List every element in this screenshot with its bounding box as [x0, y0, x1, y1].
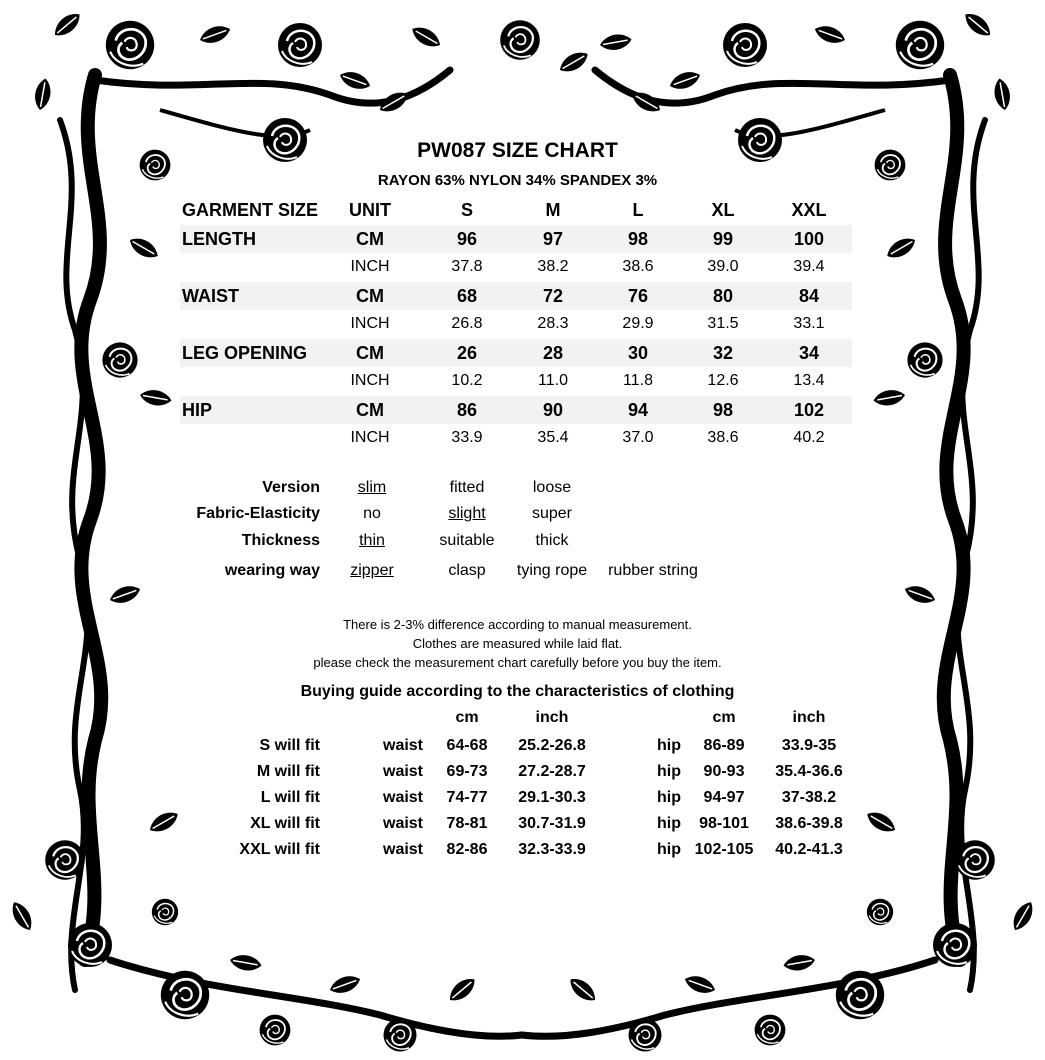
- page-title: PW087 SIZE CHART: [417, 139, 618, 162]
- cell-size-l: 11.8: [623, 372, 653, 389]
- guide-waist-label: waist: [382, 763, 424, 780]
- guide-hip-inch: 33.9-35: [781, 737, 837, 754]
- table-row: [180, 367, 852, 396]
- cell-size-xxl: 33.1: [793, 315, 825, 332]
- cell-size-xl: 38.6: [707, 429, 739, 446]
- characteristic-row: [0, 558, 1045, 584]
- cell-size-m: 97: [542, 228, 564, 249]
- characteristic-option: slim: [357, 479, 387, 496]
- row-unit: INCH: [350, 429, 390, 446]
- cell-size-l: 94: [627, 399, 649, 420]
- guide-size: XL will fit: [250, 815, 320, 832]
- characteristic-option: clasp: [448, 562, 486, 579]
- row-label: WAIST: [182, 285, 239, 306]
- cell-size-xxl: 13.4: [793, 372, 825, 389]
- characteristic-option: suitable: [439, 532, 495, 549]
- cell-size-xxl: 34: [798, 342, 820, 363]
- buying-guide-title: Buying guide according to the characteristics of clothing: [300, 683, 735, 700]
- cell-size-s: 33.9: [451, 429, 483, 446]
- guide-waist-cm: 69-73: [446, 763, 488, 780]
- row-unit: INCH: [350, 258, 390, 275]
- table-row: [180, 396, 852, 425]
- guide-hip-label: hip: [657, 815, 681, 832]
- guide-waist-label: waist: [382, 737, 424, 754]
- characteristic-option: zipper: [350, 562, 394, 579]
- guide-hip-cm: 102-105: [694, 841, 754, 858]
- characteristic-option: slight: [448, 505, 486, 522]
- guide-waist-inch: 32.3-33.9: [518, 841, 586, 858]
- guide-waist-cm: 64-68: [446, 737, 488, 754]
- table-row: [180, 253, 852, 282]
- guide-header-waist-cm: cm: [455, 709, 479, 726]
- cell-size-m: 72: [542, 285, 564, 306]
- row-unit: CM: [356, 228, 384, 249]
- guide-row: [0, 759, 1045, 785]
- guide-size: XXL will fit: [239, 841, 320, 858]
- cell-size-xl: 99: [712, 228, 734, 249]
- cell-size-s: 26: [456, 342, 478, 363]
- note-laid-flat: Clothes are measured while laid flat.: [412, 636, 623, 651]
- guide-hip-cm: 90-93: [703, 763, 745, 780]
- row-unit: CM: [356, 285, 384, 306]
- header-size-s: S: [460, 200, 473, 220]
- guide-waist-inch: 30.7-31.9: [518, 815, 586, 832]
- header-size-xl: XL: [711, 200, 735, 220]
- guide-row: [0, 811, 1045, 837]
- guide-hip-cm: 94-97: [703, 789, 745, 806]
- cell-size-xxl: 102: [793, 399, 825, 420]
- cell-size-l: 76: [627, 285, 649, 306]
- cell-size-xxl: 39.4: [793, 258, 825, 275]
- guide-size: M will fit: [256, 763, 320, 780]
- cell-size-s: 96: [456, 228, 478, 249]
- characteristic-option: tying rope: [516, 562, 588, 579]
- characteristic-label: wearing way: [224, 562, 320, 579]
- table-row: [180, 339, 852, 368]
- guide-hip-inch: 37-38.2: [781, 789, 837, 806]
- guide-header-hip-cm: cm: [712, 709, 736, 726]
- guide-waist-label: waist: [382, 841, 424, 858]
- cell-size-s: 10.2: [451, 372, 483, 389]
- guide-waist-inch: 25.2-26.8: [518, 737, 586, 754]
- characteristic-label: Fabric-Elasticity: [196, 505, 320, 522]
- cell-size-l: 30: [627, 342, 649, 363]
- guide-waist-label: waist: [382, 815, 424, 832]
- characteristic-option: super: [531, 505, 573, 522]
- characteristic-label: Version: [262, 479, 320, 496]
- guide-header-waist-inch: inch: [535, 709, 569, 726]
- guide-waist-cm: 82-86: [446, 841, 488, 858]
- row-label: LEG OPENING: [182, 342, 308, 363]
- characteristic-option: rubber string: [608, 562, 698, 579]
- characteristic-row: [0, 501, 1045, 527]
- header-size-l: L: [632, 200, 644, 220]
- cell-size-s: 26.8: [451, 315, 483, 332]
- cell-size-xl: 98: [712, 399, 734, 420]
- cell-size-xl: 32: [712, 342, 734, 363]
- guide-waist-cm: 78-81: [446, 815, 488, 832]
- table-row: [180, 310, 852, 339]
- cell-size-xxl: 84: [798, 285, 820, 306]
- row-label: HIP: [182, 399, 213, 420]
- characteristic-row: [0, 475, 1045, 501]
- row-unit: CM: [356, 342, 384, 363]
- row-label: LENGTH: [182, 228, 256, 249]
- characteristic-row: [0, 528, 1045, 554]
- row-unit: CM: [356, 399, 384, 420]
- cell-size-m: 28.3: [537, 315, 569, 332]
- guide-size: S will fit: [259, 737, 320, 754]
- characteristic-label: Thickness: [241, 532, 320, 549]
- note-check-chart: please check the measurement chart carefully before you buy the item.: [313, 655, 722, 670]
- header-garment-size: GARMENT SIZE: [182, 200, 319, 220]
- guide-hip-label: hip: [657, 789, 681, 806]
- guide-hip-label: hip: [657, 763, 681, 780]
- row-unit: INCH: [350, 372, 390, 389]
- characteristic-option: thick: [535, 532, 569, 549]
- note-measurement-difference: There is 2-3% difference according to manual measurement.: [343, 617, 692, 632]
- cell-size-xl: 12.6: [707, 372, 739, 389]
- cell-size-m: 28: [542, 342, 564, 363]
- guide-hip-inch: 35.4-36.6: [775, 763, 843, 780]
- cell-size-xxl: 40.2: [793, 429, 825, 446]
- cell-size-xl: 31.5: [707, 315, 739, 332]
- guide-hip-inch: 40.2-41.3: [775, 841, 843, 858]
- guide-waist-label: waist: [382, 789, 424, 806]
- cell-size-l: 29.9: [622, 315, 654, 332]
- cell-size-m: 35.4: [537, 429, 569, 446]
- cell-size-xxl: 100: [793, 228, 825, 249]
- guide-hip-label: hip: [657, 841, 681, 858]
- table-header-row: [180, 196, 852, 225]
- guide-waist-cm: 74-77: [446, 789, 488, 806]
- characteristic-option: loose: [532, 479, 572, 496]
- header-unit: UNIT: [349, 200, 391, 220]
- cell-size-l: 37.0: [622, 429, 654, 446]
- cell-size-m: 90: [542, 399, 564, 420]
- cell-size-s: 68: [456, 285, 478, 306]
- cell-size-m: 11.0: [538, 372, 568, 389]
- cell-size-l: 38.6: [622, 258, 654, 275]
- guide-hip-cm: 98-101: [699, 815, 749, 832]
- header-size-m: M: [545, 200, 561, 220]
- material-composition: RAYON 63% NYLON 34% SPANDEX 3%: [377, 172, 658, 189]
- guide-row: [0, 733, 1045, 759]
- guide-size: L will fit: [260, 789, 320, 806]
- table-row: [180, 282, 852, 311]
- table-row: [180, 424, 852, 453]
- guide-row: [0, 837, 1045, 863]
- cell-size-m: 38.2: [537, 258, 569, 275]
- header-size-xxl: XXL: [791, 200, 827, 220]
- guide-hip-cm: 86-89: [703, 737, 745, 754]
- cell-size-xl: 39.0: [707, 258, 739, 275]
- row-unit: INCH: [350, 315, 390, 332]
- cell-size-s: 37.8: [451, 258, 483, 275]
- guide-header-hip-inch: inch: [792, 709, 826, 726]
- size-table: [180, 196, 852, 453]
- guide-waist-inch: 29.1-30.3: [518, 789, 586, 806]
- characteristic-option: fitted: [449, 479, 485, 496]
- cell-size-s: 86: [456, 399, 478, 420]
- cell-size-xl: 80: [712, 285, 734, 306]
- characteristic-option: no: [363, 505, 381, 522]
- guide-hip-inch: 38.6-39.8: [775, 815, 843, 832]
- characteristic-option: thin: [359, 532, 385, 549]
- table-row: [180, 225, 852, 254]
- cell-size-l: 98: [627, 228, 649, 249]
- guide-row: [0, 785, 1045, 811]
- guide-waist-inch: 27.2-28.7: [518, 763, 586, 780]
- guide-hip-label: hip: [657, 737, 681, 754]
